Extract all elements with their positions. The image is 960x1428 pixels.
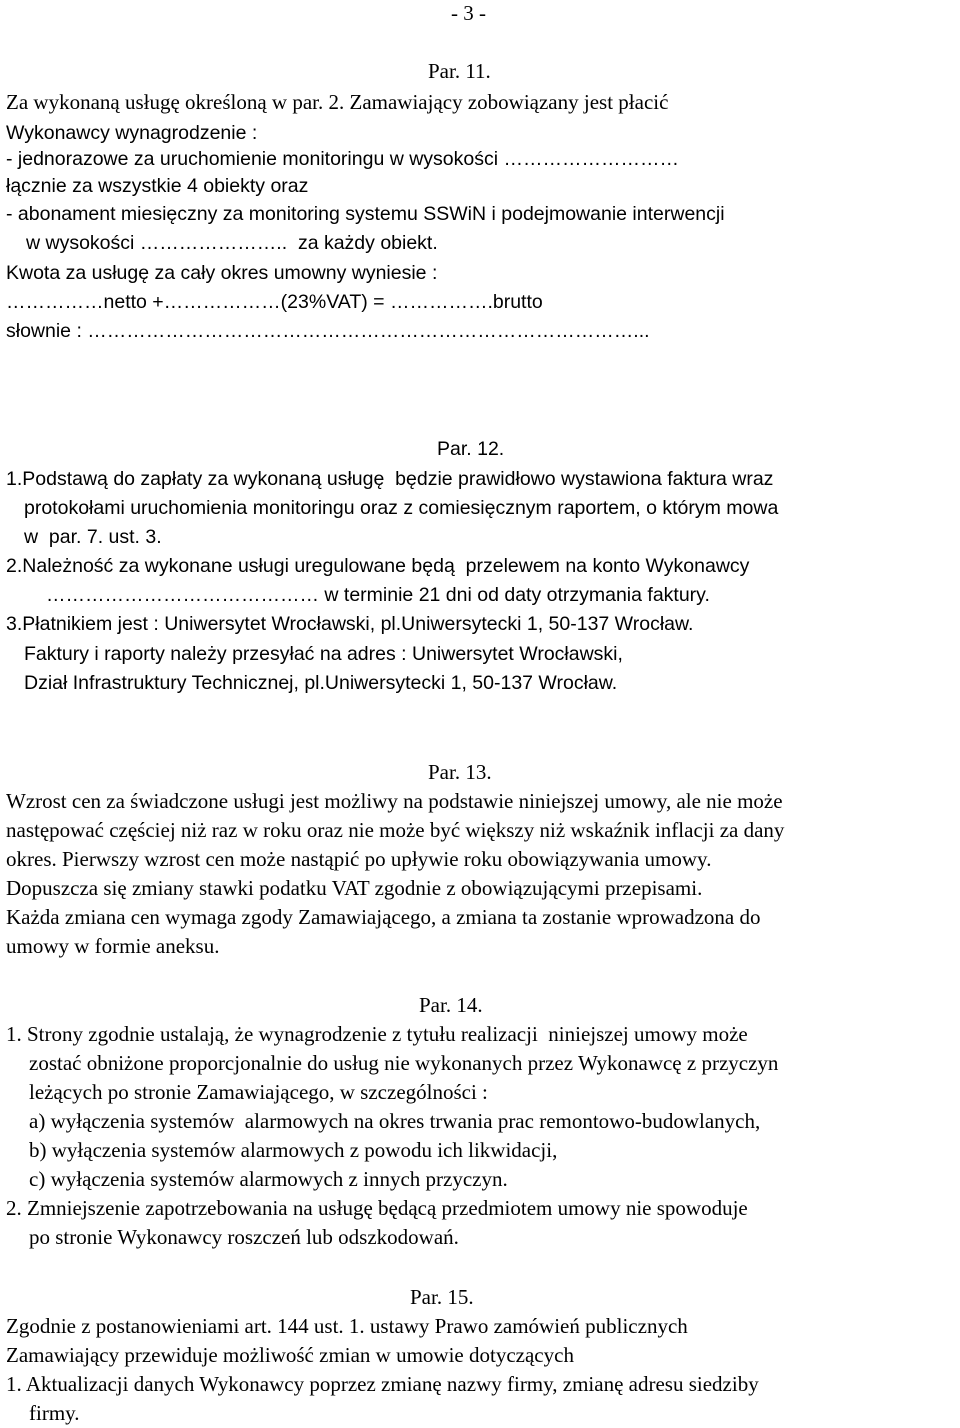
paragraph-line: Wzrost cen za świadczone usługi jest możliwy na podstawie niniejszej umowy, ale nie może <box>6 789 783 813</box>
paragraph-line: leżących po stronie Zamawiającego, w szczególności : <box>29 1080 488 1104</box>
paragraph-line: zostać obniżone proporcjonalnie do usług nie wykonanych przez Wykonawcę z przyczyn <box>29 1051 779 1075</box>
paragraph-line: następować częściej niż raz w roku oraz nie może być większy niż wskaźnik inflacji za dany <box>6 818 785 842</box>
paragraph-line: protokołami uruchomienia monitoringu oraz z comiesięcznym raportem, o którym mowa <box>24 497 779 519</box>
section-heading: Par. 12. <box>437 438 505 460</box>
paragraph-line: - jednorazowe za uruchomienie monitoringu w wysokości ……………………… <box>6 148 679 170</box>
paragraph-line: umowy w formie aneksu. <box>6 934 220 958</box>
section-heading: Par. 13. <box>428 760 492 784</box>
paragraph-line: Wykonawcy wynagrodzenie : <box>6 122 258 144</box>
paragraph-line: 1.Podstawą do zapłaty za wykonaną usługę będzie prawidłowo wystawiona faktura wraz <box>6 468 774 490</box>
paragraph-line: - abonament miesięczny za monitoring systemu SSWiN i podejmowanie interwencji <box>6 203 725 225</box>
paragraph-line: Dział Infrastruktury Technicznej, pl.Uniwersytecki 1, 50-137 Wrocław. <box>24 672 618 694</box>
section-heading: Par. 14. <box>419 993 483 1017</box>
paragraph-line: w par. 7. ust. 3. <box>24 526 162 548</box>
paragraph-line: w wysokości ………………….. za każdy obiekt. <box>26 232 438 254</box>
paragraph-line: słownie : …………………………………………………………………………... <box>6 320 650 342</box>
paragraph-line: Zgodnie z postanowieniami art. 144 ust. 1. ustawy Prawo zamówień publicznych <box>6 1314 688 1338</box>
paragraph-line: Dopuszcza się zmiany stawki podatku VAT zgodnie z obowiązującymi przepisami. <box>6 876 703 900</box>
paragraph-line: c) wyłączenia systemów alarmowych z innych przyczyn. <box>29 1167 508 1191</box>
page-number: - 3 - <box>451 1 486 25</box>
paragraph-line: okres. Pierwszy wzrost cen może nastąpić po upływie roku obowiązywania umowy. <box>6 847 712 871</box>
paragraph-line: firmy. <box>29 1401 80 1425</box>
paragraph-line: ……………netto +………………(23%VAT) = …………….brutto <box>6 291 543 313</box>
paragraph-line: 2.Należność za wykonane usługi uregulowane będą przelewem na konto Wykonawcy <box>6 555 750 577</box>
paragraph-line: …………………………………… w terminie 21 dni od daty otrzymania faktury. <box>46 584 710 606</box>
paragraph-line: Zamawiający przewiduje możliwość zmian w umowie dotyczących <box>6 1343 574 1367</box>
paragraph-line: 1. Aktualizacji danych Wykonawcy poprzez zmianę nazwy firmy, zmianę adresu siedziby <box>6 1372 759 1396</box>
paragraph-line: b) wyłączenia systemów alarmowych z powodu ich likwidacji, <box>29 1138 558 1162</box>
paragraph-line: łącznie za wszystkie 4 obiekty oraz <box>6 175 309 197</box>
paragraph-line: 2. Zmniejszenie zapotrzebowania na usługę będącą przedmiotem umowy nie spowoduje <box>6 1196 748 1220</box>
paragraph-line: Za wykonaną usługę określoną w par. 2. Zamawiający zobowiązany jest płacić <box>6 90 669 114</box>
paragraph-line: po stronie Wykonawcy roszczeń lub odszkodowań. <box>29 1225 459 1249</box>
paragraph-line: Kwota za usługę za cały okres umowny wyniesie : <box>6 262 438 284</box>
paragraph-line: 1. Strony zgodnie ustalają, że wynagrodzenie z tytułu realizacji niniejszej umowy może <box>6 1022 748 1046</box>
section-heading: Par. 11. <box>428 59 491 83</box>
paragraph-line: a) wyłączenia systemów alarmowych na okres trwania prac remontowo-budowlanych, <box>29 1109 761 1133</box>
section-heading: Par. 15. <box>410 1285 474 1309</box>
paragraph-line: Każda zmiana cen wymaga zgody Zamawiającego, a zmiana ta zostanie wprowadzona do <box>6 905 761 929</box>
paragraph-line: 3.Płatnikiem jest : Uniwersytet Wrocławski, pl.Uniwersytecki 1, 50-137 Wrocław. <box>6 613 694 635</box>
paragraph-line: Faktury i raporty należy przesyłać na adres : Uniwersytet Wrocławski, <box>24 643 623 665</box>
